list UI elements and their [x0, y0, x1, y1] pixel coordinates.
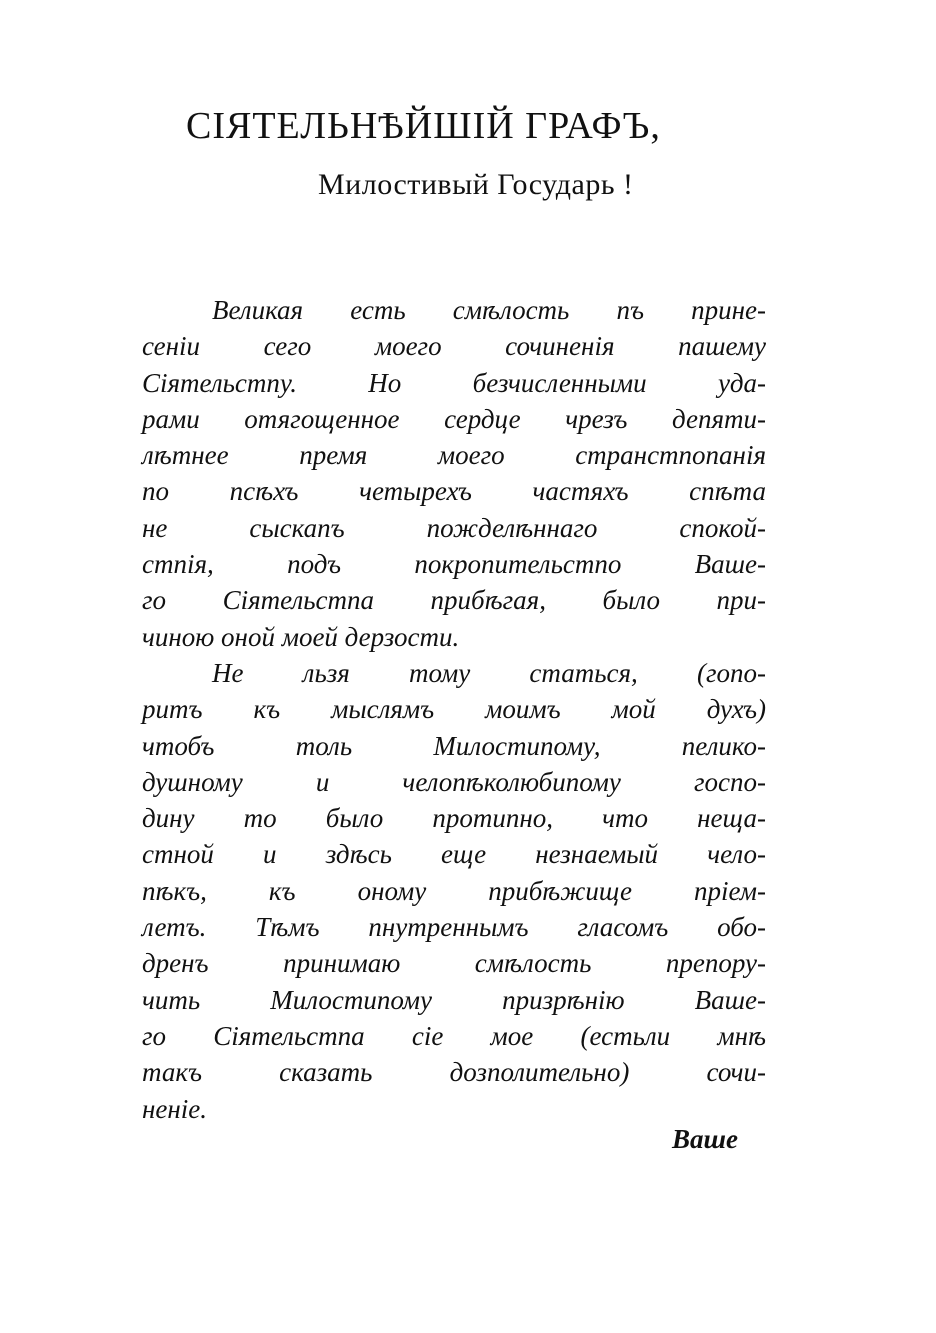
text-line: чиною оной моей дерзости. [142, 621, 460, 652]
text-line: дину то было протипно, что неща- [142, 803, 766, 834]
text-line: рами отягощенное сердце чрезъ депяти- [142, 403, 766, 434]
text-line: сеніи сего моего сочиненія пашему [142, 331, 766, 362]
text-line: чтобъ толь Милостипому, пелико- [142, 730, 766, 761]
text-line: неніе. [142, 1093, 208, 1124]
text-line: душному и челопѣколюбипому госпо- [142, 766, 766, 797]
text-line: го Сіятельстпа прибѣгая, было при- [142, 585, 766, 616]
text-line: Великая есть смѣлость пъ прине- [212, 295, 766, 325]
salutation: Милостивый Государь ! [318, 168, 634, 201]
text-line: ритъ къ мыслямъ моимъ мой духъ) [142, 694, 766, 725]
text-line: пѣкъ, къ оному прибѣжище пріем- [142, 875, 766, 906]
catchword: Ваше [672, 1124, 738, 1154]
body-text [142, 292, 766, 1127]
text-line: по псѣхъ четырехъ частяхъ спѣта [142, 476, 766, 507]
text-line: Сіятельстпу. Но безчисленными уда- [142, 367, 766, 398]
text-line: го Сіятельстпа сіе мое (естьли мнѣ [142, 1020, 766, 1051]
text-line: дренъ принимаю смѣлость препору- [142, 948, 766, 979]
text-line: стной и здѣсь еще незнаемый чело- [142, 839, 766, 870]
text-line: чить Милостипому призрѣнію Ваше- [142, 984, 766, 1015]
page-title: СІЯТЕЛЬНѢЙШІЙ ГРАФЪ, [186, 105, 661, 147]
text-line: лѣтнее премя моего странстпопанія [142, 440, 766, 471]
text-line: летъ. Тѣмъ пнутреннымъ гласомъ обо- [142, 912, 766, 943]
text-line: такъ сказать дозполительно) сочи- [142, 1057, 766, 1088]
text-line: стпія, подъ покропительстпо Ваше- [142, 549, 766, 580]
text-line: не сыскапъ пожделѣннаго спокой- [142, 512, 766, 543]
text-line: Не льзя тому статься, (гопо- [212, 657, 766, 688]
